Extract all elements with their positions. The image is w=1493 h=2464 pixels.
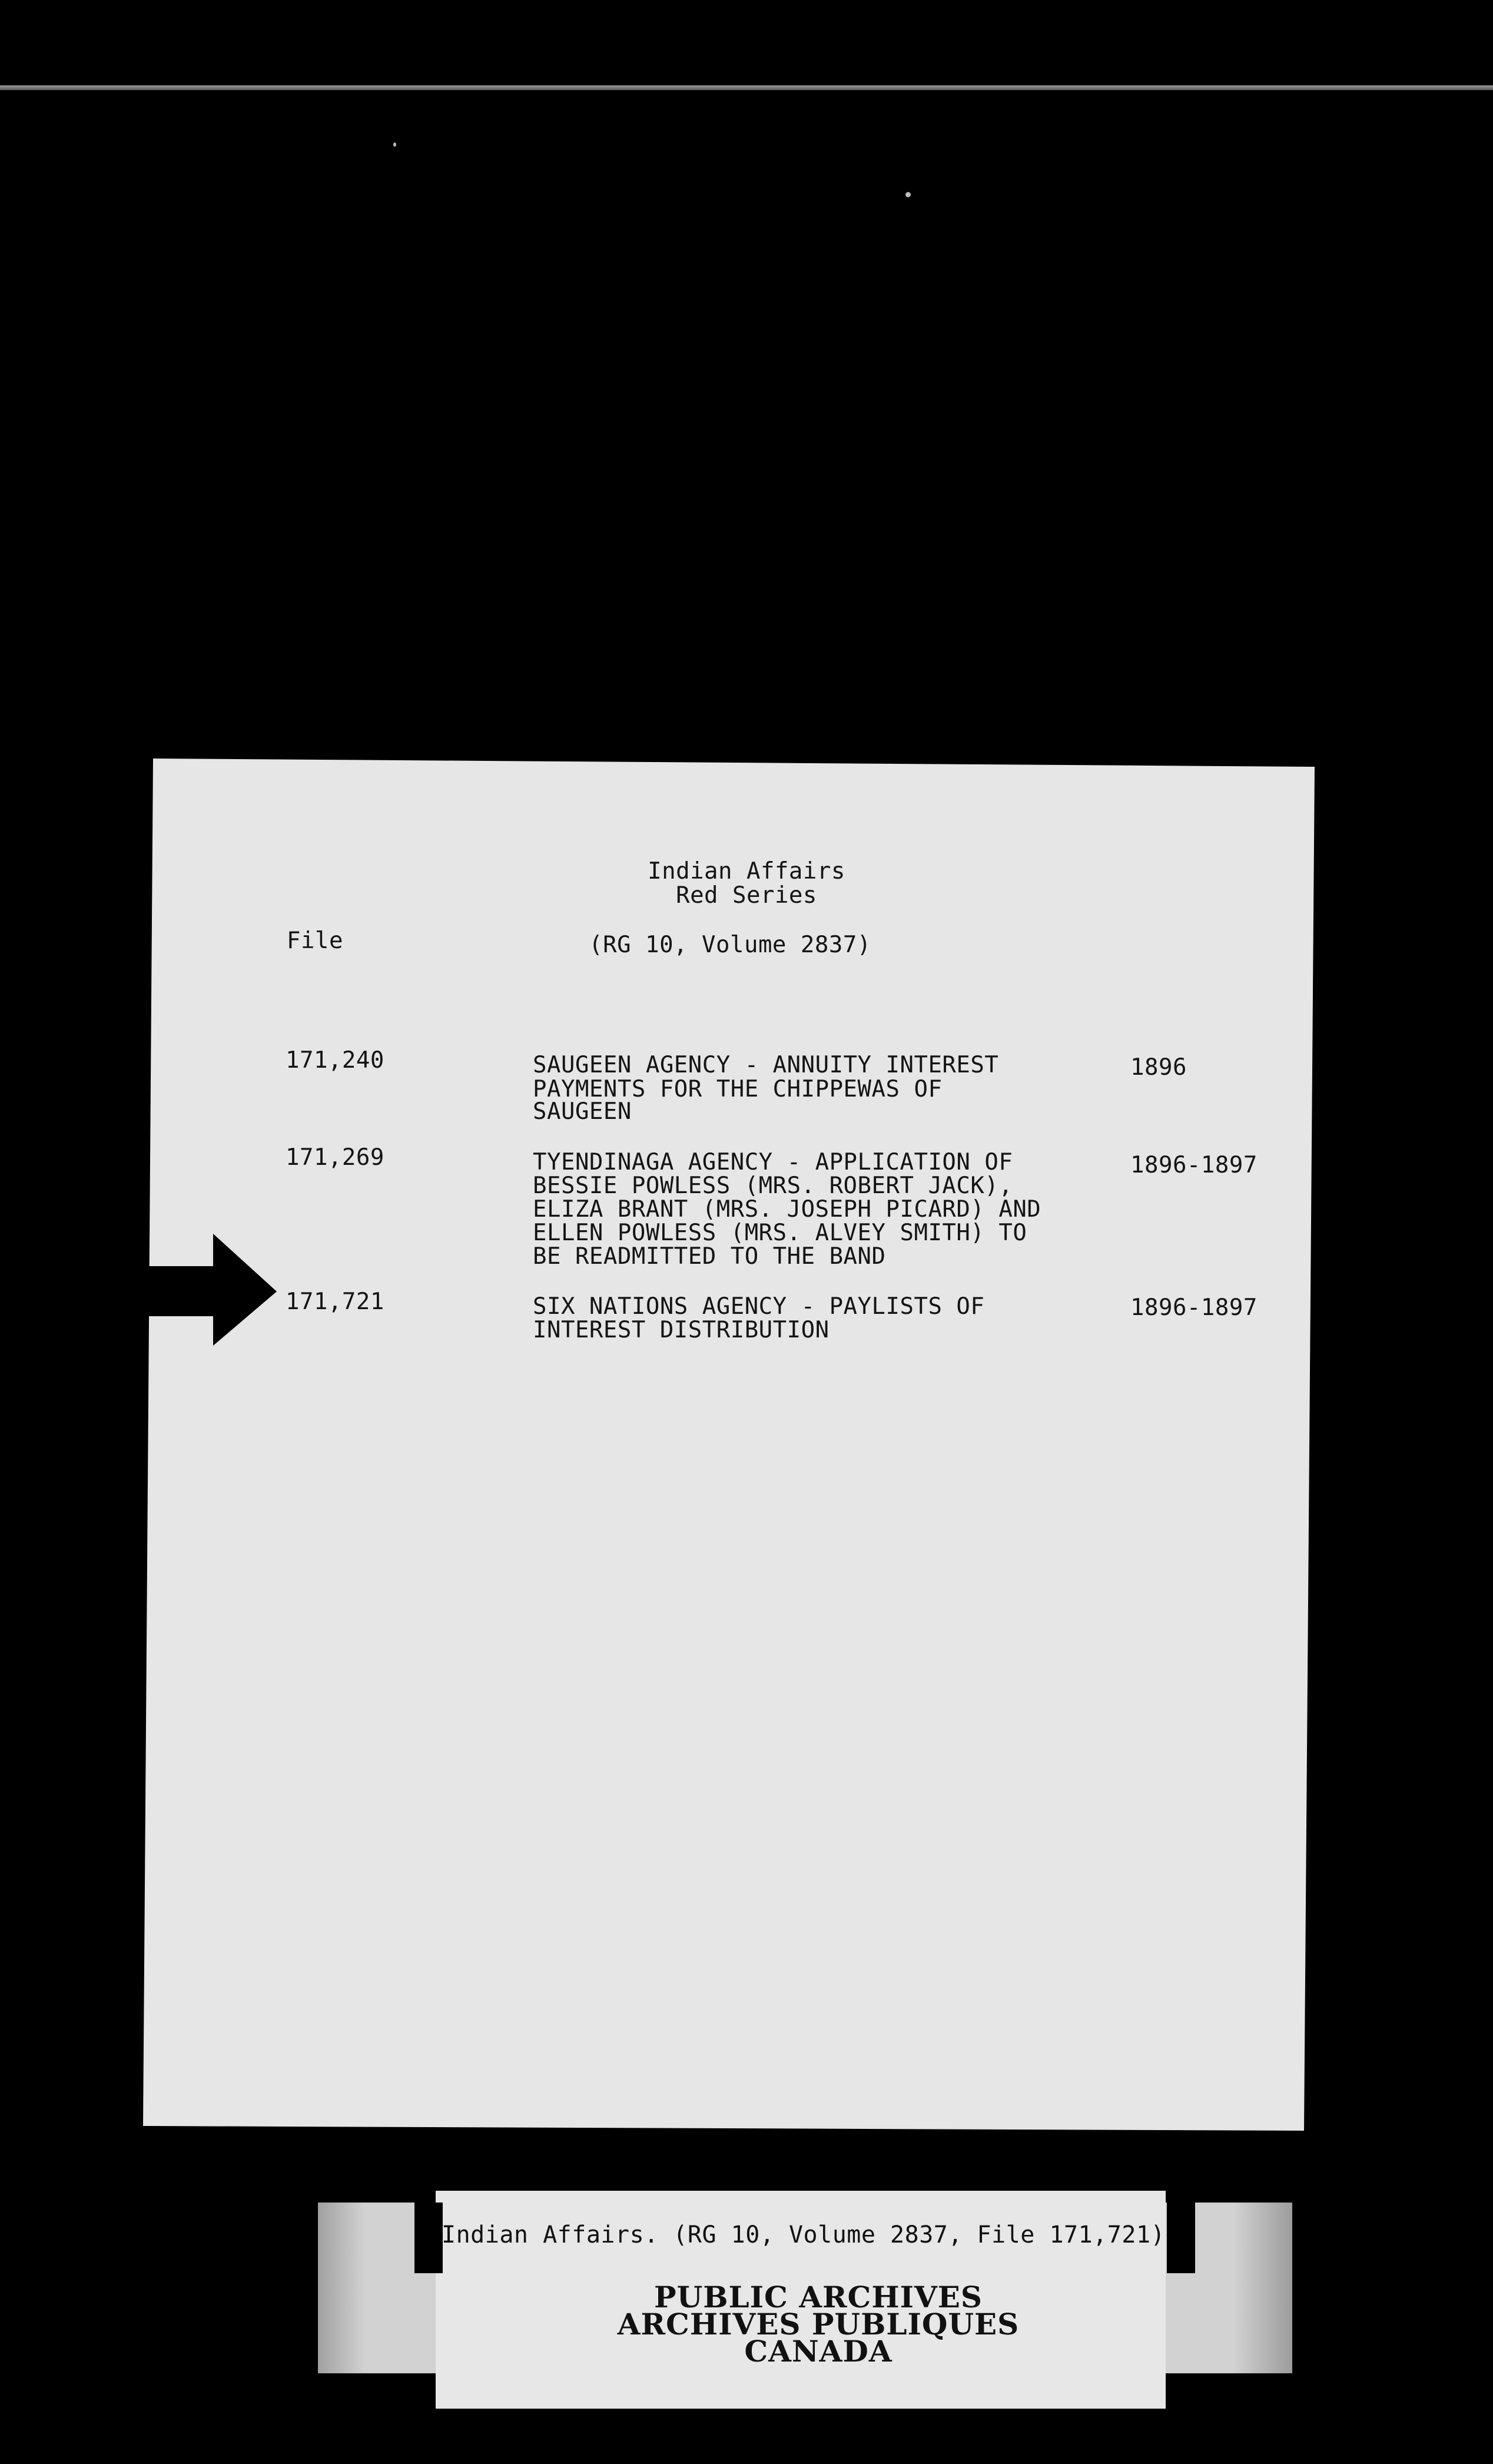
series-subtitle: Red Series [676,882,817,909]
label-clip-right [1167,2203,1195,2273]
arrow-right-icon [141,1234,277,1346]
entry-description-line: PAYMENTS FOR THE CHIPPEWAS OF [533,1076,943,1102]
volume-reference: (RG 10, Volume 2837) [589,932,871,958]
dust-speck [905,192,911,197]
archives-stamp [612,2280,1024,2369]
label-shadow-right [1233,2203,1292,2373]
entry-description-line: ELLEN POWLESS (MRS. ALVEY SMITH) TO [533,1220,1027,1246]
entry-description-line: SAUGEEN [533,1098,632,1125]
entry-description-line: ELIZA BRANT (MRS. JOSEPH PICARD) AND [533,1196,1041,1223]
entry-description-line: TYENDINAGA AGENCY - APPLICATION OF [533,1149,1013,1175]
stamp-line: ARCHIVES PUBLIQUES [617,2307,1020,2342]
page-title: Indian Affairs [648,858,845,885]
entry-description-line: SAUGEEN AGENCY - ANNUITY INTEREST [533,1052,999,1078]
label-shadow-left [318,2203,365,2373]
stamp-line: PUBLIC ARCHIVES [654,2280,983,2314]
entry-dates: 1896-1897 [1130,1294,1258,1321]
entry-description-line: INTEREST DISTRIBUTION [533,1317,830,1343]
entry-dates: 1896-1897 [1130,1152,1258,1178]
entry-file-number: 171,240 [286,1047,384,1074]
label-clip-left [414,2203,443,2273]
document-page [143,759,1315,2131]
entry-file-number: 171,269 [286,1144,384,1171]
dust-speck [393,143,396,147]
archive-citation: Indian Affairs. (RG 10, Volume 2837, File 171,721) [442,2221,1166,2248]
entry-dates: 1896 [1130,1054,1187,1081]
entry-file-number: 171,721 [286,1289,384,1315]
entry-description-line: BESSIE POWLESS (MRS. ROBERT JACK), [533,1173,1013,1199]
entry-description-line: SIX NATIONS AGENCY - PAYLISTS OF [533,1293,985,1320]
film-frame-edge [0,85,1493,90]
entry-description-line: BE READMITTED TO THE BAND [533,1243,886,1270]
stamp-line: CANADA [744,2334,893,2369]
file-column-label: File [287,928,343,954]
